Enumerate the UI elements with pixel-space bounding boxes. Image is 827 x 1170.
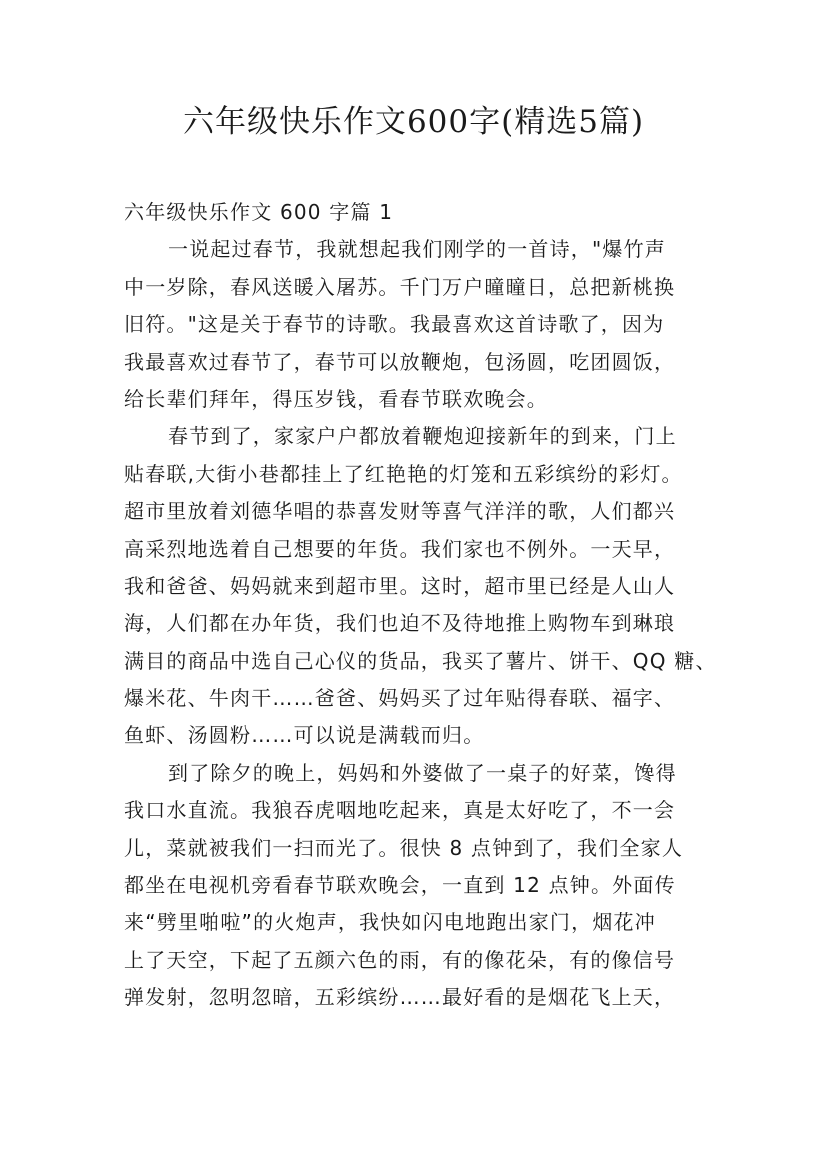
paragraph-line: 中一岁除，春风送暖入屠苏。千门万户曈曈日，总把新桃换 — [124, 274, 676, 299]
paragraph-line: 超市里放着刘德华唱的恭喜发财等喜气洋洋的歌，人们都兴 — [124, 499, 676, 524]
paragraph-line: 春节到了，家家户户都放着鞭炮迎接新年的到来，门上 — [168, 424, 677, 449]
paragraph-line: 鱼虾、汤圆粉……可以说是满载而归。 — [124, 723, 485, 748]
paragraph-line: 海，人们都在办年货，我们也迫不及待地推上购物车到琳琅 — [124, 611, 676, 636]
paragraph-line: 我和爸爸、妈妈就来到超市里。这时，超市里已经是人山人 — [124, 573, 676, 598]
paragraph-line: 儿，菜就被我们一扫而光了。很快 8 点钟到了，我们全家人 — [124, 835, 684, 860]
paragraph-line: 弹发射，忽明忽暗，五彩缤纷……最好看的是烟花飞上天， — [124, 985, 676, 1010]
paragraph-line: 一说起过春节，我就想起我们刚学的一首诗，"爆竹声 — [168, 237, 666, 262]
paragraph-line: 满目的商品中选自己心仪的货品，我买了薯片、饼干、QQ 糖、 — [124, 648, 717, 673]
paragraph-line: 我口水直流。我狼吞虎咽地吃起来，真是太好吃了，不一会 — [124, 798, 676, 823]
paragraph-line: 爆米花、牛肉干……爸爸、妈妈买了过年贴得春联、福字、 — [124, 686, 676, 711]
paragraph-line: 都坐在电视机旁看春节联欢晚会，一直到 12 点钟。外面传 — [124, 873, 676, 898]
document-title: 六年级快乐作文600字(精选5篇) — [182, 104, 645, 140]
paragraph-line: 上了天空，下起了五颜六色的雨，有的像花朵，有的像信号 — [124, 947, 676, 972]
section-heading: 六年级快乐作文 600 字篇 1 — [124, 200, 394, 224]
paragraph-line: 到了除夕的晚上，妈妈和外婆做了一桌子的好菜，馋得 — [168, 760, 677, 785]
paragraph-line: 贴春联,大街小巷都挂上了红艳艳的灯笼和五彩缤纷的彩灯。 — [124, 461, 683, 486]
paragraph-line: 高采烈地选着自己想要的年货。我们家也不例外。一天早， — [124, 536, 676, 561]
paragraph-line: 旧符。"这是关于春节的诗歌。我最喜欢这首诗歌了，因为 — [124, 312, 665, 337]
paragraph-line: 来“劈里啪啦”的火炮声，我快如闪电地跑出家门，烟花冲 — [124, 910, 656, 935]
paragraph-line: 给长辈们拜年，得压岁钱，看春节联欢晚会。 — [124, 386, 548, 411]
document-body — [124, 194, 717, 1017]
paragraph-line: 我最喜欢过春节了，春节可以放鞭炮，包汤圆，吃团圆饭， — [124, 349, 676, 374]
